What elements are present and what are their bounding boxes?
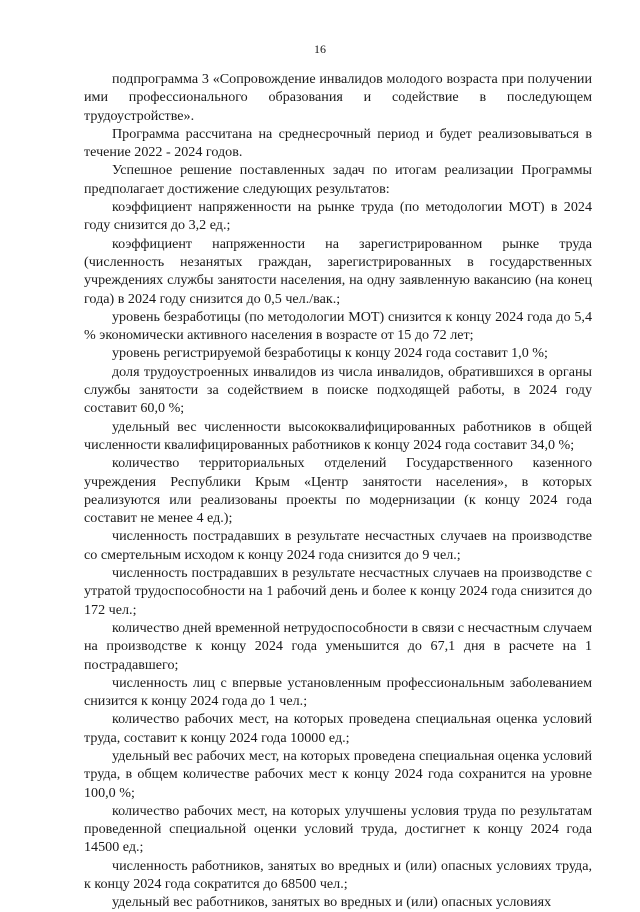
paragraph: количество рабочих мест, на которых улучшены условия труда по результатам проведенной специальной оценки условий труда, достигнет к концу 2024 года 14500 ед.; <box>84 802 592 856</box>
paragraph: удельный вес работников, занятых во вредных и (или) опасных условиях <box>112 894 552 911</box>
paragraph: подпрограмма 3 «Сопровождение инвалидов молодого возраста при получении ими профессионального образования и содействие в последующем трудоустройстве». <box>84 71 592 124</box>
paragraph: численность пострадавших в результате несчастных случаев на производстве с утратой трудоспособности на 1 рабочий день и более к концу 2024 года снизится до 172 чел.; <box>84 565 592 618</box>
paragraph: уровень регистрируемой безработицы к концу 2024 года составит 1,0 %; <box>112 345 548 362</box>
paragraph: численность пострадавших в результате несчастных случаев на производстве со смертельным исходом к концу 2024 года снизится до 9 чел.; <box>84 528 592 563</box>
document-body <box>84 70 592 912</box>
paragraph: коэффициент напряженности на рынке труда (по методологии МОТ) в 2024 году снизится до 3,2 ед.; <box>84 199 592 234</box>
paragraph: удельный вес численности высококвалифицированных работников в общей численности квалифицированных работников к концу 2024 года составит 34,0 %; <box>84 418 592 453</box>
paragraph: удельный вес рабочих мест, на которых проведена специальная оценка условий труда, в общем количестве рабочих мест к концу 2024 года сохранится на уровне 100,0 %; <box>84 747 592 801</box>
paragraph: уровень безработицы (по методологии МОТ) снизится к концу 2024 года до 5,4 % экономически активного населения в возрасте от 15 до 72 лет; <box>84 308 592 344</box>
paragraph: доля трудоустроенных инвалидов из числа инвалидов, обратившихся в органы службы занятости за содействием в поиске подходящей работы, в 2024 году составит 60,0 %; <box>84 363 592 417</box>
paragraph: Программа рассчитана на среднесрочный период и будет реализовываться в течение 2022 - 2024 годов. <box>84 125 592 161</box>
paragraph: количество территориальных отделений Государственного казенного учреждения Республики Крым «Центр занятости населения», в которых реализуются или реализованы проекты по модернизации (к концу 2024 года составит не менее 4 ед.); <box>84 455 592 527</box>
paragraph: количество рабочих мест, на которых проведена специальная оценка условий труда, составит к концу 2024 года 10000 ед.; <box>84 711 592 746</box>
paragraph: Успешное решение поставленных задач по итогам реализации Программы предполагает достижение следующих результатов: <box>84 162 592 197</box>
paragraph: коэффициент напряженности на зарегистрированном рынке труда (численность незанятых граждан, зарегистрированных в государственных учреждениях службы занятости населения, на одну заявленную вакансию (на конец года) в 2024 году снизится до 0,5 чел./вак.; <box>84 235 592 307</box>
paragraph: численность работников, занятых во вредных и (или) опасных условиях труда, к концу 2024 года сократится до 68500 чел.; <box>84 857 592 893</box>
paragraph: численность лиц с впервые установленным профессиональным заболеванием снизится к концу 2024 года до 1 чел.; <box>84 674 592 710</box>
page-number: 16 <box>314 42 326 56</box>
paragraph: количество дней временной нетрудоспособности в связи с несчастным случаем на производстве к концу 2024 года уменьшится до 67,1 дня в расчете на 1 пострадавшего; <box>84 619 592 673</box>
